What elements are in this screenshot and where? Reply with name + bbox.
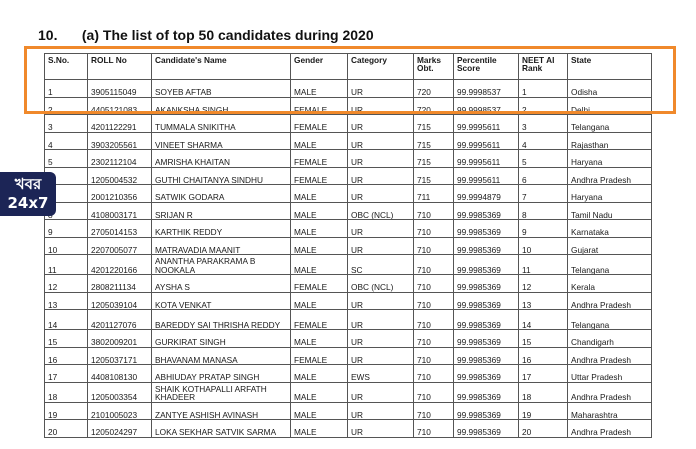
cell-sno: 10: [45, 237, 88, 255]
table-row: [45, 220, 652, 238]
cell-state: Telangana: [568, 255, 652, 275]
cell-sno: 19: [45, 402, 88, 420]
cell-candidate-name: BAREDDY SAI THRISHA REDDY: [152, 310, 291, 330]
cell-category: OBC (NCL): [348, 202, 414, 220]
cell-state: Uttar Pradesh: [568, 365, 652, 383]
cell-category: UR: [348, 382, 414, 402]
cell-sno: 3: [45, 115, 88, 133]
cell-marks: 710: [414, 420, 454, 438]
table-row: [45, 365, 652, 383]
cell-marks: 710: [414, 202, 454, 220]
cell-marks: 710: [414, 330, 454, 348]
cell-rank: 7: [519, 185, 568, 203]
cell-roll-no: 1205003354: [88, 382, 152, 402]
header-category: Category: [348, 54, 414, 80]
cell-category: UR: [348, 167, 414, 185]
cell-candidate-name: ABHIUDAY PRATAP SINGH: [152, 365, 291, 383]
cell-rank: 11: [519, 255, 568, 275]
cell-roll-no: 4108003171: [88, 202, 152, 220]
cell-category: UR: [348, 132, 414, 150]
cell-sno: 11: [45, 255, 88, 275]
cell-candidate-name: SATWIK GODARA: [152, 185, 291, 203]
cell-percentile: 99.9995611: [454, 115, 519, 133]
table-header-row: [45, 54, 652, 80]
cell-category: UR: [348, 97, 414, 115]
candidates-table: [44, 53, 652, 438]
cell-rank: 13: [519, 292, 568, 310]
cell-percentile: 99.9985369: [454, 255, 519, 275]
cell-percentile: 99.9985369: [454, 347, 519, 365]
cell-percentile: 99.9985369: [454, 402, 519, 420]
cell-category: UR: [348, 115, 414, 133]
table-row: [45, 310, 652, 330]
cell-roll-no: 4201220166: [88, 255, 152, 275]
cell-category: SC: [348, 255, 414, 275]
cell-marks: 715: [414, 115, 454, 133]
header-state: State: [568, 54, 652, 80]
table-row: [45, 97, 652, 115]
cell-percentile: 99.9998537: [454, 80, 519, 98]
cell-gender: MALE: [291, 365, 348, 383]
cell-sno: 18: [45, 382, 88, 402]
cell-marks: 710: [414, 402, 454, 420]
cell-state: Kerala: [568, 275, 652, 293]
cell-rank: 19: [519, 402, 568, 420]
cell-marks: 710: [414, 255, 454, 275]
cell-roll-no: 2705014153: [88, 220, 152, 238]
table-row: [45, 80, 652, 98]
cell-rank: 8: [519, 202, 568, 220]
table-row: [45, 275, 652, 293]
table-row: [45, 167, 652, 185]
cell-state: Gujarat: [568, 237, 652, 255]
cell-candidate-name: ANANTHA PARAKRAMA B NOOKALA: [152, 255, 291, 275]
cell-state: Andhra Pradesh: [568, 347, 652, 365]
table-row: [45, 347, 652, 365]
cell-marks: 720: [414, 80, 454, 98]
cell-marks: 710: [414, 365, 454, 383]
cell-candidate-name: LOKA SEKHAR SATVIK SARMA: [152, 420, 291, 438]
cell-gender: MALE: [291, 330, 348, 348]
cell-percentile: 99.9985369: [454, 292, 519, 310]
table-row: [45, 330, 652, 348]
cell-candidate-name: KOTA VENKAT: [152, 292, 291, 310]
cell-roll-no: 4408108130: [88, 365, 152, 383]
cell-rank: 14: [519, 310, 568, 330]
cell-state: Odisha: [568, 80, 652, 98]
cell-percentile: 99.9994879: [454, 185, 519, 203]
table-row: [45, 420, 652, 438]
cell-gender: FEMALE: [291, 167, 348, 185]
cell-state: Andhra Pradesh: [568, 420, 652, 438]
cell-percentile: 99.9998537: [454, 97, 519, 115]
cell-roll-no: 4201127076: [88, 310, 152, 330]
cell-rank: 18: [519, 382, 568, 402]
cell-marks: 715: [414, 132, 454, 150]
cell-sno: 9: [45, 220, 88, 238]
cell-rank: 4: [519, 132, 568, 150]
cell-marks: 710: [414, 237, 454, 255]
cell-marks: 710: [414, 220, 454, 238]
header-sno: S.No.: [45, 54, 88, 80]
cell-state: Haryana: [568, 150, 652, 168]
cell-percentile: 99.9985369: [454, 310, 519, 330]
cell-rank: 3: [519, 115, 568, 133]
section-heading: [38, 27, 374, 43]
cell-gender: FEMALE: [291, 97, 348, 115]
cell-percentile: 99.9985369: [454, 382, 519, 402]
cell-category: UR: [348, 220, 414, 238]
table-row: [45, 237, 652, 255]
cell-gender: FEMALE: [291, 275, 348, 293]
cell-rank: 15: [519, 330, 568, 348]
cell-sno: 14: [45, 310, 88, 330]
cell-candidate-name: KARTHIK REDDY: [152, 220, 291, 238]
cell-category: UR: [348, 347, 414, 365]
cell-marks: 715: [414, 150, 454, 168]
header-rank: NEET AI Rank: [519, 54, 568, 80]
cell-category: UR: [348, 402, 414, 420]
cell-candidate-name: GUTHI CHAITANYA SINDHU: [152, 167, 291, 185]
cell-rank: 9: [519, 220, 568, 238]
header-candidate-name: Candidate's Name: [152, 54, 291, 80]
logo-text-24x7: 24x7: [7, 194, 49, 212]
cell-percentile: 99.9985369: [454, 420, 519, 438]
cell-rank: 6: [519, 167, 568, 185]
cell-candidate-name: AKANKSHA SINGH: [152, 97, 291, 115]
cell-marks: 710: [414, 310, 454, 330]
cell-roll-no: 4201122291: [88, 115, 152, 133]
cell-category: UR: [348, 80, 414, 98]
cell-state: Maharashtra: [568, 402, 652, 420]
table-row: [45, 185, 652, 203]
cell-state: Andhra Pradesh: [568, 292, 652, 310]
cell-state: Delhi: [568, 97, 652, 115]
logo-text-bengali: খবর: [14, 175, 42, 193]
cell-sno: 13: [45, 292, 88, 310]
cell-candidate-name: SHAIK KOTHAPALLI ARFATH KHADEER: [152, 382, 291, 402]
table-row: [45, 202, 652, 220]
table-row: [45, 292, 652, 310]
cell-roll-no: 2808211134: [88, 275, 152, 293]
cell-sno: 15: [45, 330, 88, 348]
cell-candidate-name: AYSHA S: [152, 275, 291, 293]
cell-state: Tamil Nadu: [568, 202, 652, 220]
section-title: (a) The list of top 50 candidates during 2020: [81, 27, 374, 43]
cell-state: Chandigarh: [568, 330, 652, 348]
cell-gender: MALE: [291, 402, 348, 420]
cell-sno: 4: [45, 132, 88, 150]
cell-rank: 5: [519, 150, 568, 168]
cell-category: EWS: [348, 365, 414, 383]
cell-candidate-name: SRIJAN R: [152, 202, 291, 220]
cell-roll-no: 2302112104: [88, 150, 152, 168]
cell-candidate-name: TUMMALA SNIKITHA: [152, 115, 291, 133]
cell-percentile: 99.9995611: [454, 167, 519, 185]
cell-candidate-name: VINEET SHARMA: [152, 132, 291, 150]
cell-percentile: 99.9985369: [454, 275, 519, 293]
cell-category: UR: [348, 330, 414, 348]
cell-sno: 12: [45, 275, 88, 293]
cell-rank: 2: [519, 97, 568, 115]
cell-gender: MALE: [291, 292, 348, 310]
cell-gender: MALE: [291, 382, 348, 402]
cell-state: Karnataka: [568, 220, 652, 238]
cell-candidate-name: ZANTYE ASHISH AVINASH: [152, 402, 291, 420]
cell-state: Andhra Pradesh: [568, 167, 652, 185]
header-percentile: Percentile Score: [454, 54, 519, 80]
cell-rank: 17: [519, 365, 568, 383]
cell-gender: MALE: [291, 185, 348, 203]
cell-percentile: 99.9995611: [454, 150, 519, 168]
cell-gender: MALE: [291, 202, 348, 220]
cell-marks: 711: [414, 185, 454, 203]
cell-gender: MALE: [291, 132, 348, 150]
cell-candidate-name: AMRISHA KHAITAN: [152, 150, 291, 168]
cell-candidate-name: MATRAVADIA MAANIT: [152, 237, 291, 255]
cell-roll-no: 3903205561: [88, 132, 152, 150]
cell-gender: FEMALE: [291, 115, 348, 133]
table-row: [45, 115, 652, 133]
cell-category: OBC (NCL): [348, 275, 414, 293]
cell-marks: 710: [414, 347, 454, 365]
table-row: [45, 255, 652, 275]
cell-gender: MALE: [291, 237, 348, 255]
header-gender: Gender: [291, 54, 348, 80]
cell-candidate-name: GURKIRAT SINGH: [152, 330, 291, 348]
cell-roll-no: 1205037171: [88, 347, 152, 365]
cell-rank: 1: [519, 80, 568, 98]
cell-gender: MALE: [291, 220, 348, 238]
cell-sno: 17: [45, 365, 88, 383]
cell-roll-no: 1205024297: [88, 420, 152, 438]
cell-gender: FEMALE: [291, 347, 348, 365]
cell-category: UR: [348, 237, 414, 255]
cell-marks: 715: [414, 167, 454, 185]
table-body: [45, 54, 652, 438]
cell-roll-no: 1205039104: [88, 292, 152, 310]
cell-roll-no: 2001210356: [88, 185, 152, 203]
cell-gender: FEMALE: [291, 150, 348, 168]
cell-rank: 20: [519, 420, 568, 438]
cell-percentile: 99.9995611: [454, 132, 519, 150]
cell-category: UR: [348, 150, 414, 168]
cell-category: UR: [348, 292, 414, 310]
table-row: [45, 382, 652, 402]
cell-roll-no: 4405121083: [88, 97, 152, 115]
cell-rank: 12: [519, 275, 568, 293]
cell-category: UR: [348, 185, 414, 203]
cell-candidate-name: SOYEB AFTAB: [152, 80, 291, 98]
cell-percentile: 99.9985369: [454, 330, 519, 348]
cell-marks: 710: [414, 292, 454, 310]
khabar-24x7-logo: [0, 172, 56, 216]
cell-roll-no: 3802009201: [88, 330, 152, 348]
cell-percentile: 99.9985369: [454, 365, 519, 383]
cell-sno: 16: [45, 347, 88, 365]
cell-percentile: 99.9985369: [454, 202, 519, 220]
cell-sno: 1: [45, 80, 88, 98]
cell-roll-no: 2207005077: [88, 237, 152, 255]
table-row: [45, 402, 652, 420]
table-row: [45, 132, 652, 150]
cell-state: Telangana: [568, 115, 652, 133]
header-marks: Marks Obt.: [414, 54, 454, 80]
cell-sno: 20: [45, 420, 88, 438]
cell-percentile: 99.9985369: [454, 237, 519, 255]
table-row: [45, 150, 652, 168]
cell-rank: 10: [519, 237, 568, 255]
cell-marks: 710: [414, 382, 454, 402]
cell-roll-no: 2101005023: [88, 402, 152, 420]
cell-state: Andhra Pradesh: [568, 382, 652, 402]
cell-gender: MALE: [291, 80, 348, 98]
cell-roll-no: 3905115049: [88, 80, 152, 98]
cell-state: Rajasthan: [568, 132, 652, 150]
cell-rank: 16: [519, 347, 568, 365]
cell-candidate-name: BHAVANAM MANASA: [152, 347, 291, 365]
header-roll-no: ROLL No: [88, 54, 152, 80]
cell-marks: 720: [414, 97, 454, 115]
section-number: 10.: [38, 27, 58, 43]
cell-percentile: 99.9985369: [454, 220, 519, 238]
cell-marks: 710: [414, 275, 454, 293]
cell-roll-no: 1205004532: [88, 167, 152, 185]
cell-state: Haryana: [568, 185, 652, 203]
cell-category: UR: [348, 310, 414, 330]
cell-gender: MALE: [291, 420, 348, 438]
cell-category: UR: [348, 420, 414, 438]
cell-sno: 2: [45, 97, 88, 115]
cell-gender: MALE: [291, 255, 348, 275]
cell-sno: 5: [45, 150, 88, 168]
cell-gender: FEMALE: [291, 310, 348, 330]
cell-state: Telangana: [568, 310, 652, 330]
